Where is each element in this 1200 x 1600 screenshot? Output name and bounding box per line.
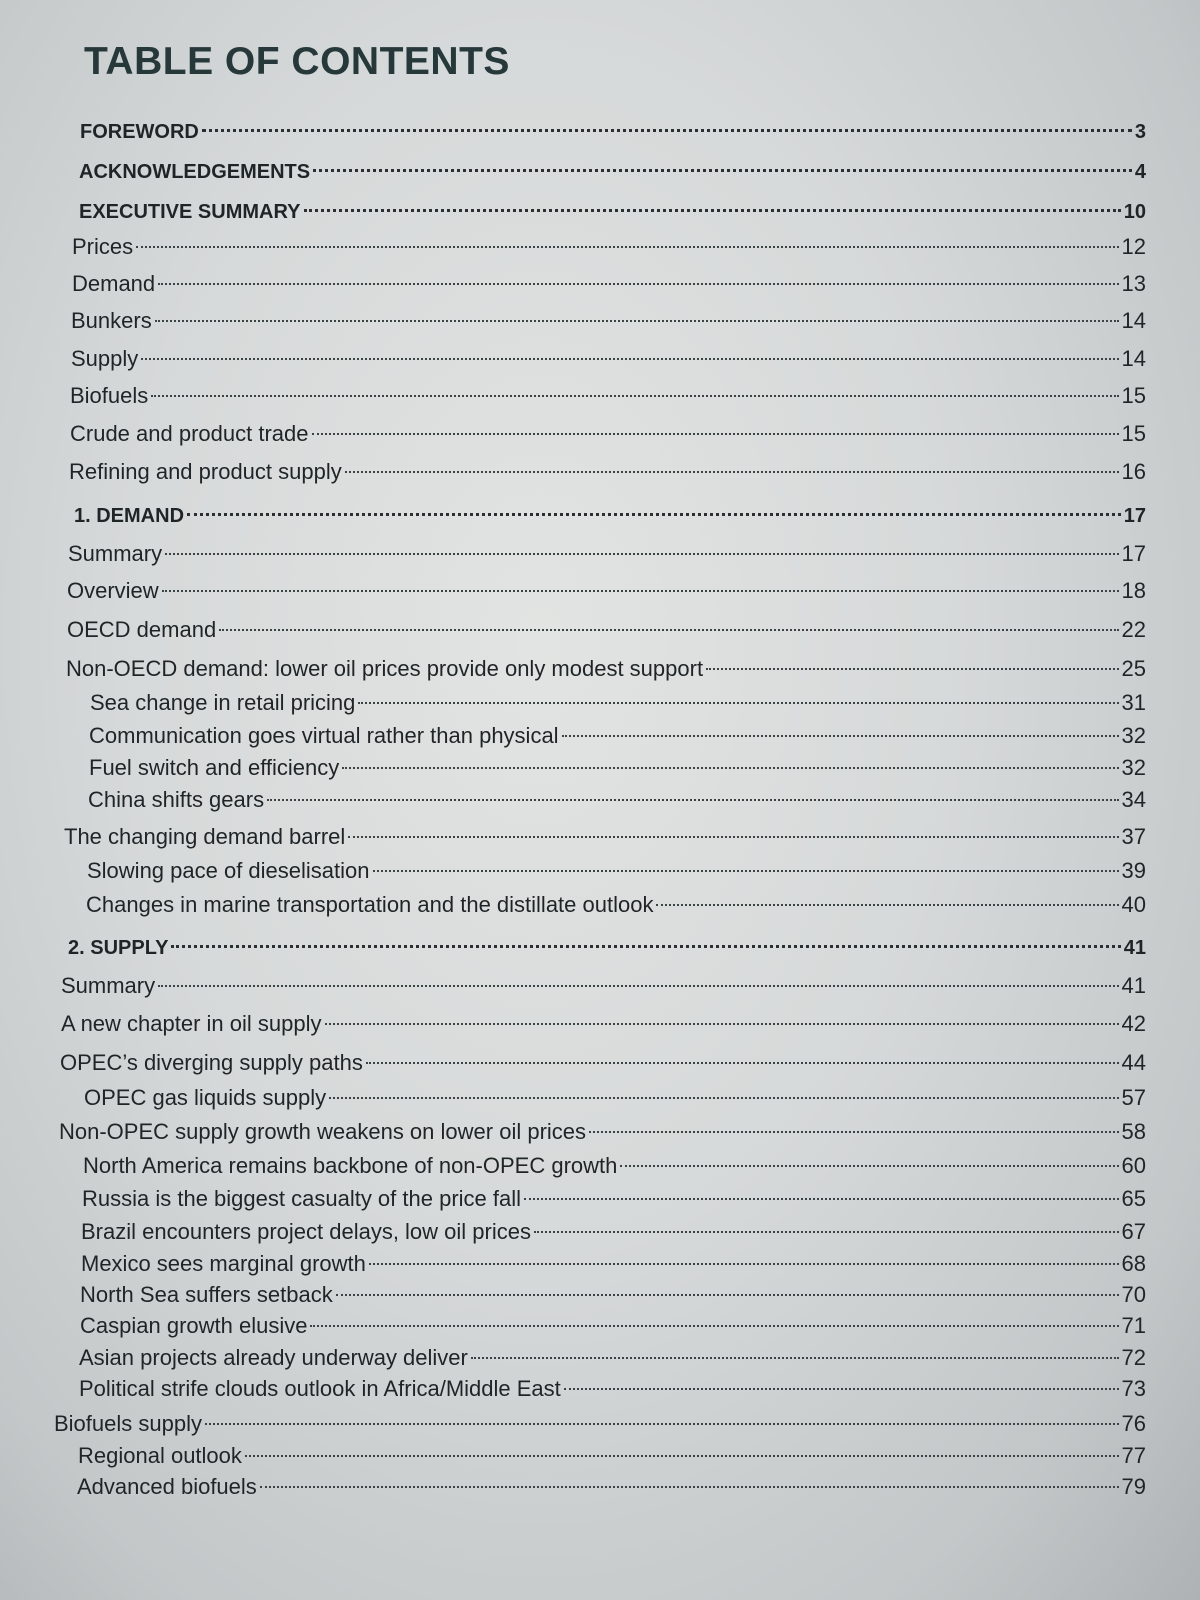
toc-entry-page-number: 32: [1121, 723, 1146, 748]
toc-entry-label: Advanced biofuels: [77, 1474, 257, 1499]
toc-entry-page-number: 37: [1121, 824, 1146, 849]
toc-entry[interactable]: [89, 722, 1146, 750]
toc-entry[interactable]: [79, 1375, 1146, 1403]
toc-entry[interactable]: [88, 786, 1146, 814]
toc-entry-label: North Sea suffers setback: [80, 1282, 333, 1307]
dot-leader: [534, 1231, 1119, 1233]
toc-entry-page-number: 41: [1121, 973, 1146, 998]
toc-entry-page-number: 73: [1121, 1376, 1146, 1401]
toc-entry[interactable]: [67, 616, 1146, 644]
toc-entry-label: EXECUTIVE SUMMARY: [79, 201, 301, 223]
toc-entry[interactable]: [74, 502, 1146, 530]
dot-leader: [151, 395, 1118, 397]
toc-entry-label: Summary: [61, 973, 156, 998]
toc-entry-page-number: 14: [1121, 308, 1146, 333]
toc-entry-label: North America remains backbone of non-OPEC growth: [83, 1153, 618, 1178]
toc-entry-label: Refining and product supply: [69, 459, 342, 484]
toc-entry[interactable]: [70, 420, 1146, 448]
toc-entry-label: Demand: [72, 271, 156, 296]
toc-entry[interactable]: [79, 158, 1146, 186]
toc-entry-page-number: 22: [1121, 617, 1146, 642]
toc-entry[interactable]: [80, 1312, 1146, 1340]
toc-entry[interactable]: [78, 1442, 1146, 1470]
toc-entry-page-number: 57: [1121, 1085, 1146, 1110]
toc-entry[interactable]: [79, 1344, 1146, 1372]
toc-entry-page-number: 42: [1121, 1011, 1146, 1036]
toc-entry-page-number: 13: [1121, 271, 1146, 296]
dot-leader: [158, 985, 1118, 987]
toc-entry-label: Summary: [68, 541, 163, 566]
toc-entry-label: Supply: [71, 346, 139, 371]
dot-leader: [369, 1263, 1119, 1265]
toc-entry-label: Bunkers: [71, 308, 152, 333]
toc-entry[interactable]: [67, 577, 1146, 605]
dot-leader: [345, 471, 1119, 473]
toc-entry-page-number: 17: [1123, 505, 1146, 527]
toc-entry-label: 1. DEMAND: [74, 505, 185, 527]
toc-entry-page-number: 39: [1121, 858, 1146, 883]
dot-leader: [358, 702, 1118, 704]
toc-entry-label: A new chapter in oil supply: [61, 1011, 322, 1036]
toc-entry-label: Mexico sees marginal growth: [81, 1251, 366, 1276]
toc-entry-label: Changes in marine transportation and the distillate outlook: [86, 892, 654, 917]
toc-entry-page-number: 76: [1121, 1411, 1146, 1436]
dot-leader: [260, 1486, 1119, 1488]
dot-leader: [165, 553, 1118, 555]
dot-leader: [136, 246, 1118, 248]
dot-leader: [348, 836, 1118, 838]
toc-entry[interactable]: [71, 307, 1146, 335]
toc-entry-page-number: 3: [1134, 121, 1146, 143]
toc-entry[interactable]: [90, 689, 1146, 717]
toc-entry[interactable]: [82, 1185, 1146, 1213]
dot-leader: [373, 870, 1119, 872]
toc-entry-label: Russia is the biggest casualty of the price fall: [82, 1186, 522, 1211]
toc-entry-label: Asian projects already underway deliver: [79, 1345, 468, 1370]
toc-entry-label: Sea change in retail pricing: [90, 690, 356, 715]
toc-entry[interactable]: [89, 754, 1146, 782]
toc-entry-label: China shifts gears: [88, 787, 265, 812]
toc-entry-label: Communication goes virtual rather than physical: [89, 723, 559, 748]
toc-entry-page-number: 25: [1121, 656, 1146, 681]
toc-entry-label: Slowing pace of dieselisation: [87, 858, 370, 883]
toc-entry-page-number: 18: [1121, 578, 1146, 603]
toc-entry-page-number: 16: [1121, 459, 1146, 484]
dot-leader: [325, 1023, 1119, 1025]
toc-entry-label: Biofuels supply: [54, 1411, 202, 1436]
dot-leader: [471, 1357, 1119, 1359]
toc-entry[interactable]: [66, 655, 1146, 683]
toc-entry-page-number: 31: [1121, 690, 1146, 715]
toc-entry[interactable]: [64, 823, 1146, 851]
toc-entry[interactable]: [59, 1118, 1146, 1146]
dot-leader: [562, 735, 1119, 737]
toc-entry-label: Crude and product trade: [70, 421, 309, 446]
dot-leader: [524, 1198, 1119, 1200]
dot-leader: [656, 904, 1118, 906]
toc-entry-label: OPEC’s diverging supply paths: [60, 1050, 363, 1075]
toc-entry-page-number: 58: [1121, 1119, 1146, 1144]
dot-leader: [564, 1388, 1119, 1390]
dot-leader: [202, 129, 1132, 132]
dot-leader: [155, 320, 1119, 322]
toc-entry[interactable]: [72, 233, 1146, 261]
toc-entry-page-number: 15: [1121, 421, 1146, 446]
toc-entry-page-number: 17: [1121, 541, 1146, 566]
toc-entry-label: 2. SUPPLY: [68, 937, 169, 959]
dot-leader: [267, 799, 1118, 801]
toc-entry-label: Brazil encounters project delays, low oil prices: [81, 1219, 531, 1244]
dot-leader: [162, 590, 1119, 592]
toc-entry[interactable]: [71, 345, 1146, 373]
toc-entry-label: FOREWORD: [80, 121, 199, 143]
toc-entry-page-number: 70: [1121, 1282, 1146, 1307]
toc-entry[interactable]: [80, 1281, 1146, 1309]
dot-leader: [336, 1294, 1119, 1296]
dot-leader: [304, 209, 1121, 212]
toc-entry-label: OPEC gas liquids supply: [84, 1085, 327, 1110]
toc-entry-page-number: 68: [1121, 1251, 1146, 1276]
dot-leader: [312, 433, 1119, 435]
dot-leader: [620, 1165, 1118, 1167]
toc-entry[interactable]: [80, 118, 1146, 146]
toc-entry-page-number: 77: [1121, 1443, 1146, 1468]
toc-entry[interactable]: [87, 857, 1146, 885]
dot-leader: [141, 358, 1118, 360]
dot-leader: [342, 767, 1118, 769]
toc-entry[interactable]: [81, 1250, 1146, 1278]
toc-entry-page-number: 4: [1134, 161, 1146, 183]
dot-leader: [158, 283, 1118, 285]
dot-leader: [205, 1423, 1119, 1425]
toc-entry-page-number: 10: [1123, 201, 1146, 223]
toc-entry-label: ACKNOWLEDGEMENTS: [79, 161, 311, 183]
dot-leader: [313, 169, 1132, 172]
toc-entry-page-number: 67: [1121, 1219, 1146, 1244]
toc-entry-label: OECD demand: [67, 617, 217, 642]
toc-entry-page-number: 32: [1121, 755, 1146, 780]
toc-entry[interactable]: [54, 1410, 1146, 1438]
toc-entry-page-number: 72: [1121, 1345, 1146, 1370]
dot-leader: [706, 668, 1118, 670]
toc-entry-page-number: 34: [1121, 787, 1146, 812]
toc-entry-label: Biofuels: [70, 383, 149, 408]
toc-entry[interactable]: [84, 1084, 1146, 1112]
dot-leader: [171, 945, 1120, 948]
toc-entry-label: Political strife clouds outlook in Africa/Middle East: [79, 1376, 561, 1401]
toc-entry-label: Regional outlook: [78, 1443, 242, 1468]
toc-entry-label: Non-OECD demand: lower oil prices provide only modest support: [66, 656, 704, 681]
toc-entry-page-number: 60: [1121, 1153, 1146, 1178]
dot-leader: [187, 513, 1121, 516]
dot-leader: [366, 1062, 1119, 1064]
toc-entry-label: Fuel switch and efficiency: [89, 755, 340, 780]
toc-entry[interactable]: [61, 972, 1146, 1000]
toc-entry-page-number: 12: [1121, 234, 1146, 259]
toc-entry[interactable]: [68, 934, 1146, 962]
toc-entry[interactable]: [81, 1218, 1146, 1246]
toc-entry-page-number: 15: [1121, 383, 1146, 408]
toc-entry-page-number: 40: [1121, 892, 1146, 917]
toc-entry-page-number: 79: [1121, 1474, 1146, 1499]
page-title: TABLE OF CONTENTS: [84, 40, 510, 83]
toc-entry-page-number: 41: [1123, 937, 1146, 959]
toc-entry[interactable]: [61, 1010, 1146, 1038]
toc-entry[interactable]: [79, 198, 1146, 226]
toc-entry[interactable]: [70, 382, 1146, 410]
toc-entry[interactable]: [68, 540, 1146, 568]
toc-entry-page-number: 14: [1121, 346, 1146, 371]
toc-entry[interactable]: [69, 458, 1146, 486]
dot-leader: [589, 1131, 1119, 1133]
toc-entry-page-number: 44: [1121, 1050, 1146, 1075]
toc-entry-label: Prices: [72, 234, 134, 259]
dot-leader: [219, 629, 1118, 631]
toc-entry-label: Non-OPEC supply growth weakens on lower oil prices: [59, 1119, 587, 1144]
toc-entry-page-number: 71: [1121, 1313, 1146, 1338]
toc-entry[interactable]: [72, 270, 1146, 298]
toc-entry-page-number: 65: [1121, 1186, 1146, 1211]
toc-entry-label: Overview: [67, 578, 159, 603]
toc-entry[interactable]: [77, 1473, 1146, 1501]
toc-entry-label: Caspian growth elusive: [80, 1313, 308, 1338]
dot-leader: [310, 1325, 1118, 1327]
toc-entry[interactable]: [60, 1049, 1146, 1077]
toc-entry[interactable]: [83, 1152, 1146, 1180]
toc-entry[interactable]: [86, 891, 1146, 919]
dot-leader: [329, 1097, 1118, 1099]
dot-leader: [245, 1455, 1119, 1457]
toc-entry-label: The changing demand barrel: [64, 824, 346, 849]
